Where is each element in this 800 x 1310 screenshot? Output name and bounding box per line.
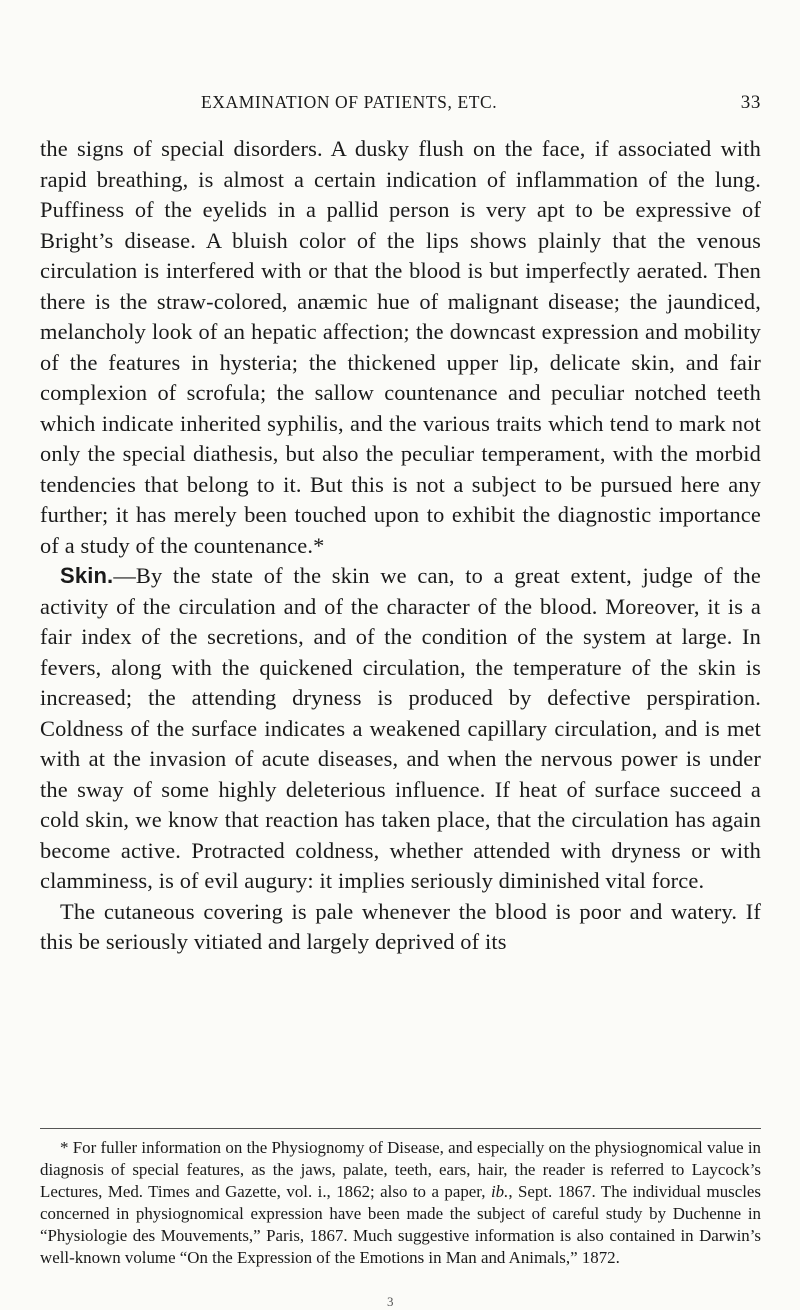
running-title: EXAMINATION OF PATIENTS, ETC. (201, 92, 498, 112)
paragraph-countenance: the signs of special disorders. A dusky flush on the face, if associated with rapid breathing, is almost a certain indication of inflammation of the lung. Puffiness of the eyelids in a pallid person is very apt to be expressive of Bright’s disease. A bluish color of the lips shows plainly that the venous circulation is interfered with or that the blood is but imperfectly aerated. Then there is the straw-colored, anæmic hue of malignant disease; the jaundiced, melancholy look of an hepatic affection; the downcast expression and mobility of the features in hysteria; the thickened upper lip, delicate skin, and fair complexion of scrofula; the sallow countenance and peculiar notched teeth which indicate inherited syphilis, and the various traits which tend to mark not only the special diathesis, but also the peculiar temperament, with the morbid tendencies that belong to it. But this is not a subject to be pursued here any further; it has merely been touched upon to exhibit the diagnostic importance of a study of the countenance.* (40, 136, 761, 558)
footnote-text-a: * For fuller information on the Physiognomy of Disease, and especially on the physiognomical value in diagnosis of special features, as the jaws, palate, teeth, ears, hair, the reader is referred to Laycock’s Lectures, Med. Times and Gazette, vol. i., 1862; also to a paper, (40, 1138, 761, 1201)
footnote (40, 1137, 761, 1268)
paragraph-skin (40, 561, 761, 897)
body-text (40, 134, 761, 958)
footnote-text-b: , Sept. 1867. The individual muscles concerned in physiognomical expression have been made the subject of careful study by Duchenne in “Physiologie des Mouvements,” Paris, 1867. Much suggestive information is also contained in Darwin’s well-known volume “On the Expression of the Emotions in Man and Animals,” 1872. (40, 1181, 761, 1267)
paragraph-cutaneous: The cutaneous covering is pale whenever the blood is poor and watery. If this be seriously vitiated and largely deprived of its (40, 898, 761, 954)
page-number: 33 (740, 92, 761, 113)
signature-mark: 3 (387, 1294, 394, 1309)
book-page (40, 0, 761, 1309)
footnote-rule (40, 1128, 761, 1129)
paragraph-skin-text: —By the state of the skin we can, to a great extent, judge of the activity of the circulation and of the character of the blood. Moreover, it is a fair index of the secretions, and of the condition of the system at large. In fevers, along with the quickened circulation, the temperature of the skin is increased; the attending dryness is produced by defective perspiration. Coldness of the surface indicates a weakened capillary circulation, and is met with at the invasion of acute diseases, and when the nervous power is under the sway of some highly deleterious influence. If heat of surface succeed a cold skin, we know that reaction has taken place, that the circulation has again become active. Protracted coldness, whether attended with dryness or with clamminess, is of evil augury: it implies seriously diminished vital force. (40, 563, 761, 893)
footnote-ib: ib. (490, 1181, 509, 1201)
running-head (40, 92, 761, 118)
section-heading-skin: Skin. (60, 563, 114, 588)
